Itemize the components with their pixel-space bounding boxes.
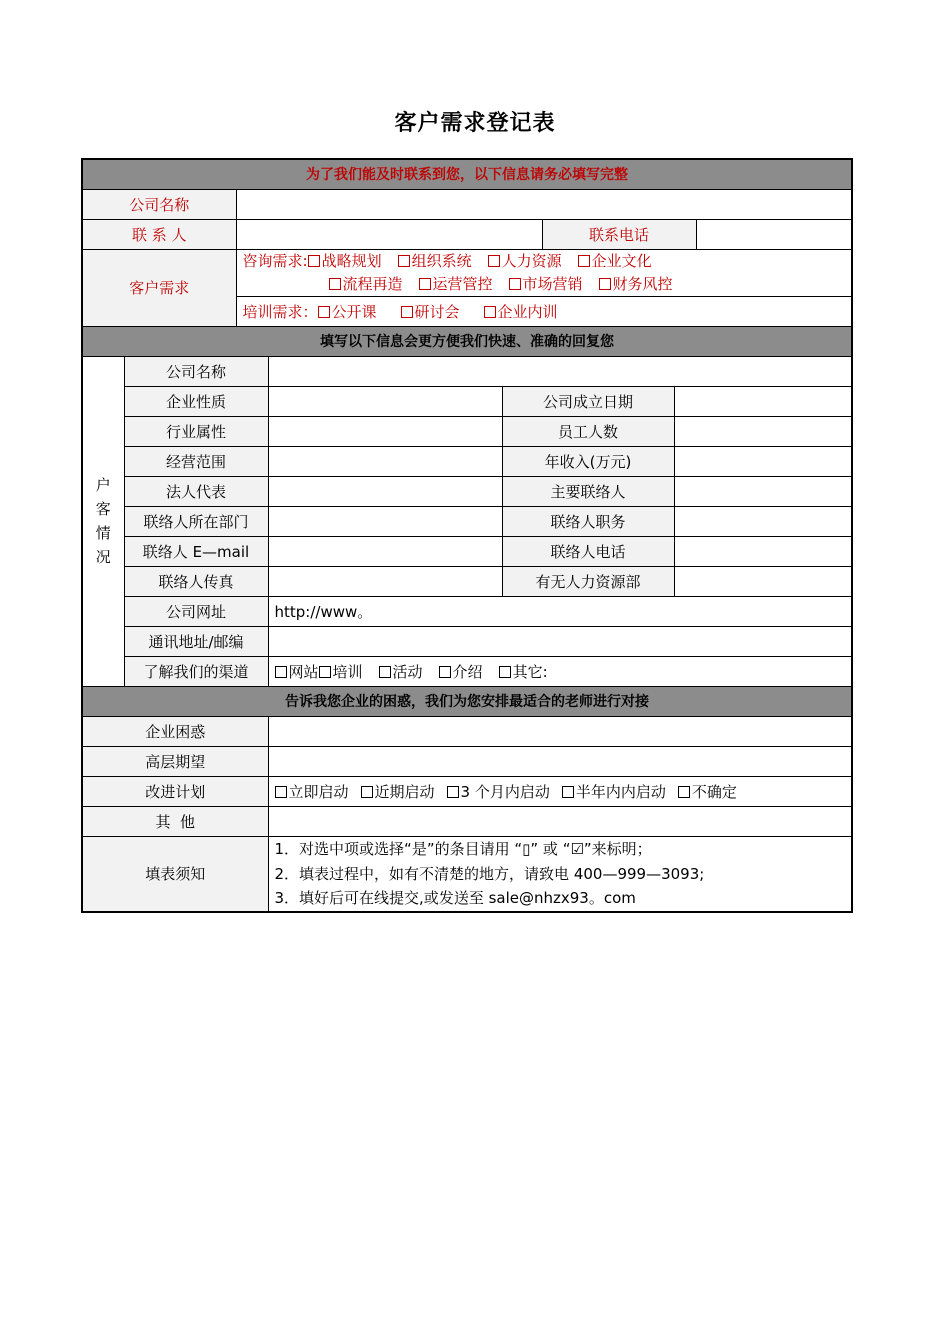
address-label: 通讯地址/邮编 (124, 626, 268, 656)
company-name-field[interactable] (236, 189, 852, 219)
website-label: 公司网址 (124, 596, 268, 626)
option-soon[interactable]: 近期启动 (361, 781, 435, 802)
confusion-label: 企业困惑 (82, 716, 268, 746)
company-name-label: 公司名称 (82, 189, 236, 219)
option-strategy[interactable]: 战略规划 (308, 250, 382, 273)
contact-title-label: 联络人职务 (502, 506, 674, 536)
checkbox-icon[interactable] (398, 255, 410, 267)
checkbox-icon[interactable] (562, 786, 574, 798)
option-immediate[interactable]: 立即启动 (275, 781, 349, 802)
contact-phone-field-2[interactable] (674, 536, 852, 566)
checkbox-icon[interactable] (361, 786, 373, 798)
contact-title-field[interactable] (674, 506, 852, 536)
section3-header: 告诉我您企业的困惑，我们为您安排最适合的老师进行对接 (82, 686, 852, 716)
checkbox-icon[interactable] (447, 786, 459, 798)
company-name-field-2[interactable] (268, 356, 852, 386)
contact-email-label: 联络人 E—mail (124, 536, 268, 566)
option-3months[interactable]: 3 个月内启动 (447, 781, 550, 802)
main-contact-field[interactable] (674, 476, 852, 506)
checkbox-icon[interactable] (319, 666, 331, 678)
contact-dept-field[interactable] (268, 506, 502, 536)
contact-person-field[interactable] (236, 219, 542, 249)
expectation-label: 高层期望 (82, 746, 268, 776)
business-scope-field[interactable] (268, 446, 502, 476)
notes-content (268, 836, 852, 912)
option-hr[interactable]: 人力资源 (488, 250, 562, 273)
checkbox-icon[interactable] (499, 666, 511, 678)
checkbox-icon[interactable] (488, 255, 500, 267)
notes-label: 填表须知 (82, 836, 268, 912)
note-1: 1．对选中项或选择“是”的条目请用 “▯” 或 “☑”来标明； (274, 840, 652, 858)
option-training[interactable]: 培训 (319, 661, 363, 682)
confusion-field[interactable] (268, 716, 852, 746)
plan-options (268, 776, 852, 806)
checkbox-icon[interactable] (439, 666, 451, 678)
enterprise-nature-field[interactable] (268, 386, 502, 416)
checkbox-icon[interactable] (308, 255, 320, 267)
checkbox-icon[interactable] (379, 666, 391, 678)
contact-fax-label: 联络人传真 (124, 566, 268, 596)
training-needs-cell (236, 296, 852, 326)
consult-needs-cell (236, 249, 852, 296)
expectation-field[interactable] (268, 746, 852, 776)
checkbox-icon[interactable] (275, 666, 287, 678)
option-operations[interactable]: 运营管控 (419, 273, 493, 296)
plan-label: 改进计划 (82, 776, 268, 806)
employee-count-field[interactable] (674, 416, 852, 446)
note-2: 2．填表过程中，如有不清楚的地方，请致电 400—999—3093; (274, 864, 705, 883)
checkbox-icon[interactable] (401, 306, 413, 318)
option-culture[interactable]: 企业文化 (578, 250, 652, 273)
option-website[interactable]: 网站 (275, 661, 319, 682)
hr-dept-label: 有无人力资源部 (502, 566, 674, 596)
option-other[interactable]: 其它: (499, 661, 548, 682)
option-uncertain[interactable]: 不确定 (678, 781, 737, 802)
main-contact-label: 主要联络人 (502, 476, 674, 506)
checkbox-icon[interactable] (419, 278, 431, 290)
option-event[interactable]: 活动 (379, 661, 423, 682)
checkbox-icon[interactable] (678, 786, 690, 798)
checkbox-icon[interactable] (329, 278, 341, 290)
other-field[interactable] (268, 806, 852, 836)
checkbox-icon[interactable] (578, 255, 590, 267)
checkbox-icon[interactable] (509, 278, 521, 290)
legal-rep-label: 法人代表 (124, 476, 268, 506)
checkbox-icon[interactable] (599, 278, 611, 290)
section1-header: 为了我们能及时联系到您，以下信息请务必填写完整 (82, 159, 852, 189)
option-public-course[interactable]: 公开课 (318, 301, 377, 322)
contact-fax-field[interactable] (268, 566, 502, 596)
employee-count-label: 员工人数 (502, 416, 674, 446)
channel-options (268, 656, 852, 686)
section2-header: 填写以下信息会更方便我们快速、准确的回复您 (82, 326, 852, 356)
checkbox-icon[interactable] (318, 306, 330, 318)
option-referral[interactable]: 介绍 (439, 661, 483, 682)
industry-field[interactable] (268, 416, 502, 446)
consult-prefix: 咨询需求: (242, 251, 308, 270)
contact-person-label: 联 系 人 (82, 219, 236, 249)
business-scope-label: 经营范围 (124, 446, 268, 476)
annual-revenue-field[interactable] (674, 446, 852, 476)
checkbox-icon[interactable] (275, 786, 287, 798)
founded-date-label: 公司成立日期 (502, 386, 674, 416)
contact-phone-field[interactable] (696, 219, 852, 249)
customer-situation-label: 户 客 情 况 (82, 356, 124, 686)
contact-dept-label: 联络人所在部门 (124, 506, 268, 536)
channel-label: 了解我们的渠道 (124, 656, 268, 686)
option-half-year[interactable]: 半年内内启动 (562, 781, 666, 802)
checkbox-icon[interactable] (484, 306, 496, 318)
option-finance[interactable]: 财务风控 (599, 273, 673, 296)
contact-phone-label-2: 联络人电话 (502, 536, 674, 566)
option-org-system[interactable]: 组织系统 (398, 250, 472, 273)
founded-date-field[interactable] (674, 386, 852, 416)
option-process[interactable]: 流程再造 (329, 273, 403, 296)
contact-phone-label: 联系电话 (542, 219, 696, 249)
industry-label: 行业属性 (124, 416, 268, 446)
website-field[interactable]: http://www。 (268, 596, 852, 626)
enterprise-nature-label: 企业性质 (124, 386, 268, 416)
training-prefix: 培训需求： (242, 302, 318, 321)
form-title: 客户需求登记表 (394, 111, 556, 136)
contact-email-field[interactable] (268, 536, 502, 566)
note-3: 3．填好后可在线提交,或发送至 sale@nhzx93。com (274, 889, 636, 907)
option-seminar[interactable]: 研讨会 (401, 301, 460, 322)
hr-dept-field[interactable] (674, 566, 852, 596)
other-label: 其 他 (82, 806, 268, 836)
option-marketing[interactable]: 市场营销 (509, 273, 583, 296)
option-inhouse[interactable]: 企业内训 (484, 301, 558, 322)
customer-needs-label: 客户需求 (82, 249, 236, 326)
address-field[interactable] (268, 626, 852, 656)
company-name-label-2: 公司名称 (124, 356, 268, 386)
legal-rep-field[interactable] (268, 476, 502, 506)
customer-needs-form (81, 158, 853, 913)
annual-revenue-label: 年收入(万元) (502, 446, 674, 476)
